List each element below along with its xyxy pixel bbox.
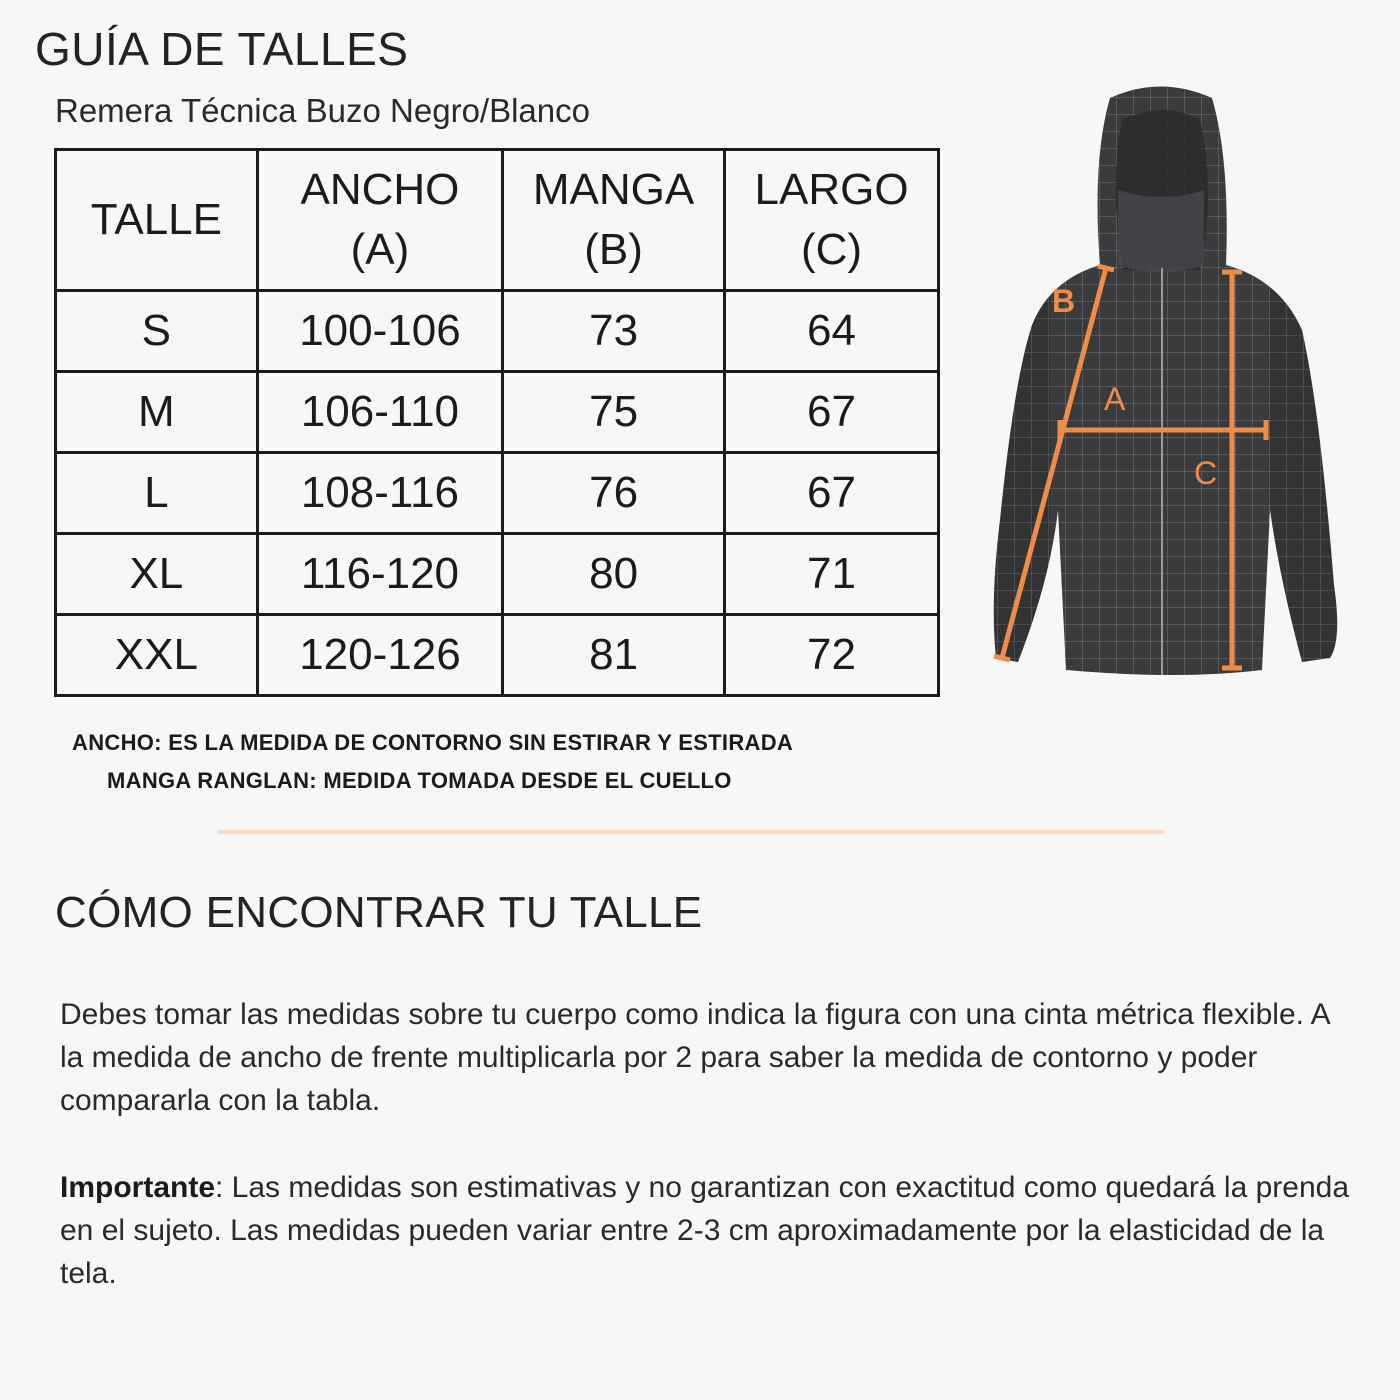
size-cell: S: [56, 291, 258, 372]
header-line1: TALLE: [90, 195, 222, 244]
manga-cell: 75: [503, 372, 725, 453]
important-text: : Las medidas son estimativas y no garantizan con exactitud como quedará la prenda en el sujeto. Las medidas pueden variar entre 2-3 cm aproximadamente por la elasticidad de la tela.: [60, 1171, 1350, 1290]
ancho-cell: 108-116: [257, 453, 502, 534]
important-label: Importante: [60, 1171, 216, 1204]
ancho-cell: 100-106: [257, 291, 502, 372]
label-a: A: [1104, 381, 1126, 417]
manga-cell: 80: [503, 534, 725, 615]
header-cell-manga: [503, 150, 725, 291]
table-row: [56, 372, 939, 453]
manga-note: MANGA RANGLAN: MEDIDA TOMADA DESDE EL CUELLO: [107, 768, 732, 793]
hoodie-measurement-figure: [980, 80, 1340, 680]
product-subtitle: Remera Técnica Buzo Negro/Blanco: [55, 92, 590, 129]
largo-cell: 67: [725, 453, 939, 534]
how-to-heading: CÓMO ENCONTRAR TU TALLE: [55, 888, 703, 937]
header-line2: (A): [350, 225, 410, 274]
header-cell-largo: [725, 150, 939, 291]
hoodie-body: [980, 80, 1340, 680]
table-row: [56, 291, 939, 372]
label-b: B: [1052, 283, 1076, 319]
table-header-row: [56, 150, 939, 291]
largo-cell: 64: [725, 291, 939, 372]
manga-cell: 73: [503, 291, 725, 372]
ancho-cell: 106-110: [257, 372, 502, 453]
header-line1: ANCHO: [300, 165, 460, 214]
size-cell: XL: [56, 534, 258, 615]
size-table: [54, 148, 940, 697]
table-row: [56, 615, 939, 696]
how-to-paragraph: Debes tomar las medidas sobre tu cuerpo como indica la figura con una cinta métrica flexible. A la medida de ancho de frente multiplicarla por 2 para saber la medida de contorno y poder compararla con la tabla.: [60, 998, 1329, 1117]
manga-cell: 76: [503, 453, 725, 534]
ancho-cell: 120-126: [257, 615, 502, 696]
table-row: [56, 453, 939, 534]
manga-cell: 81: [503, 615, 725, 696]
header-line1: LARGO: [754, 165, 909, 214]
label-c: C: [1194, 455, 1218, 491]
important-paragraph: [60, 1166, 1350, 1295]
largo-cell: 67: [725, 372, 939, 453]
section-divider: [218, 830, 1164, 834]
ancho-cell: 116-120: [257, 534, 502, 615]
header-cell-ancho: [257, 150, 502, 291]
header-line2: (B): [584, 225, 643, 274]
table-row: [56, 534, 939, 615]
ancho-note: ANCHO: ES LA MEDIDA DE CONTORNO SIN ESTIRAR Y ESTIRADA: [72, 730, 794, 755]
header-line1: MANGA: [532, 165, 695, 214]
page-title: GUÍA DE TALLES: [35, 23, 409, 75]
largo-cell: 72: [725, 615, 939, 696]
largo-cell: 71: [725, 534, 939, 615]
header-cell-talle: [56, 150, 258, 291]
size-cell: L: [56, 453, 258, 534]
size-cell: M: [56, 372, 258, 453]
size-cell: XXL: [56, 615, 258, 696]
header-line2: (C): [800, 225, 863, 274]
